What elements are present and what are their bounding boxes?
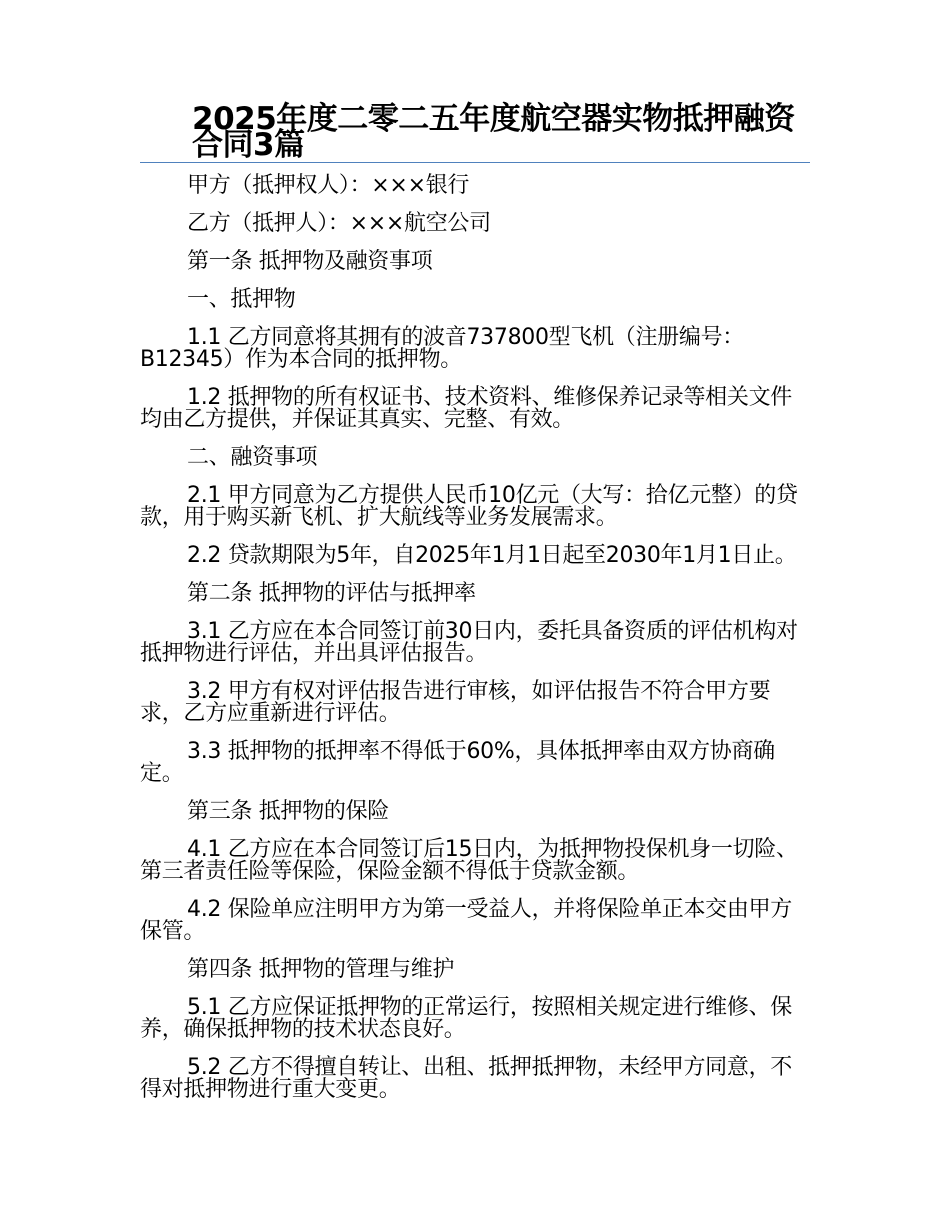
party-a-line: 甲方（抵押权人）：×××银行 [187, 173, 470, 198]
clause-2-2: 2.2 贷款期限为5年，自2025年1月1日起至2030年1月1日止。 [187, 543, 797, 568]
section-financing-heading: 二、融资事项 [187, 445, 318, 470]
clause-4-2: 4.2 保险单应注明甲方为第一受益人，并将保险单正本交由甲方保管。 [140, 897, 792, 944]
clause-3-2: 3.2 甲方有权对评估报告进行审核，如评估报告不符合甲方要求，乙方应重新进行评估。 [140, 679, 771, 726]
article-3-heading: 第三条 抵押物的保险 [187, 799, 389, 824]
section-collateral-heading: 一、抵押物 [187, 287, 296, 312]
article-4-heading: 第四条 抵押物的管理与维护 [187, 957, 455, 982]
clause-1-2: 1.2 抵押物的所有权证书、技术资料、维修保养记录等相关文件均由乙方提供，并保证其真实、完整、有效。 [140, 385, 792, 432]
party-b-line: 乙方（抵押人）：×××航空公司 [187, 211, 491, 236]
clause-1-1: 1.1 乙方同意将其拥有的波音737800型飞机（注册编号：B12345）作为本合同的抵押物。 [140, 325, 744, 372]
clause-3-1: 3.1 乙方应在本合同签订前30日内，委托具备资质的评估机构对抵押物进行评估，并出具评估报告。 [140, 619, 798, 666]
document-body [140, 175, 810, 1117]
title-block [140, 101, 810, 163]
article-1-heading: 第一条 抵押物及融资事项 [187, 249, 433, 274]
article-2-heading: 第二条 抵押物的评估与抵押率 [187, 581, 476, 606]
document-title: 2025年度二零二五年度航空器实物抵押融资合同3篇 [192, 101, 795, 163]
clause-5-2: 5.2 乙方不得擅自转让、出租、抵押抵押物，未经甲方同意，不得对抵押物进行重大变更。 [140, 1055, 792, 1102]
clause-4-1: 4.1 乙方应在本合同签订后15日内，为抵押物投保机身一切险、第三者责任险等保险，保险金额不得低于贷款金额。 [140, 837, 798, 884]
clause-2-1: 2.1 甲方同意为乙方提供人民币10亿元（大写：拾亿元整）的贷款，用于购买新飞机、扩大航线等业务发展需求。 [140, 483, 798, 530]
clause-5-1: 5.1 乙方应保证抵押物的正常运行，按照相关规定进行维修、保养，确保抵押物的技术状态良好。 [140, 995, 792, 1042]
clause-3-3: 3.3 抵押物的抵押率不得低于60%，具体抵押率由双方协商确定。 [140, 739, 775, 786]
